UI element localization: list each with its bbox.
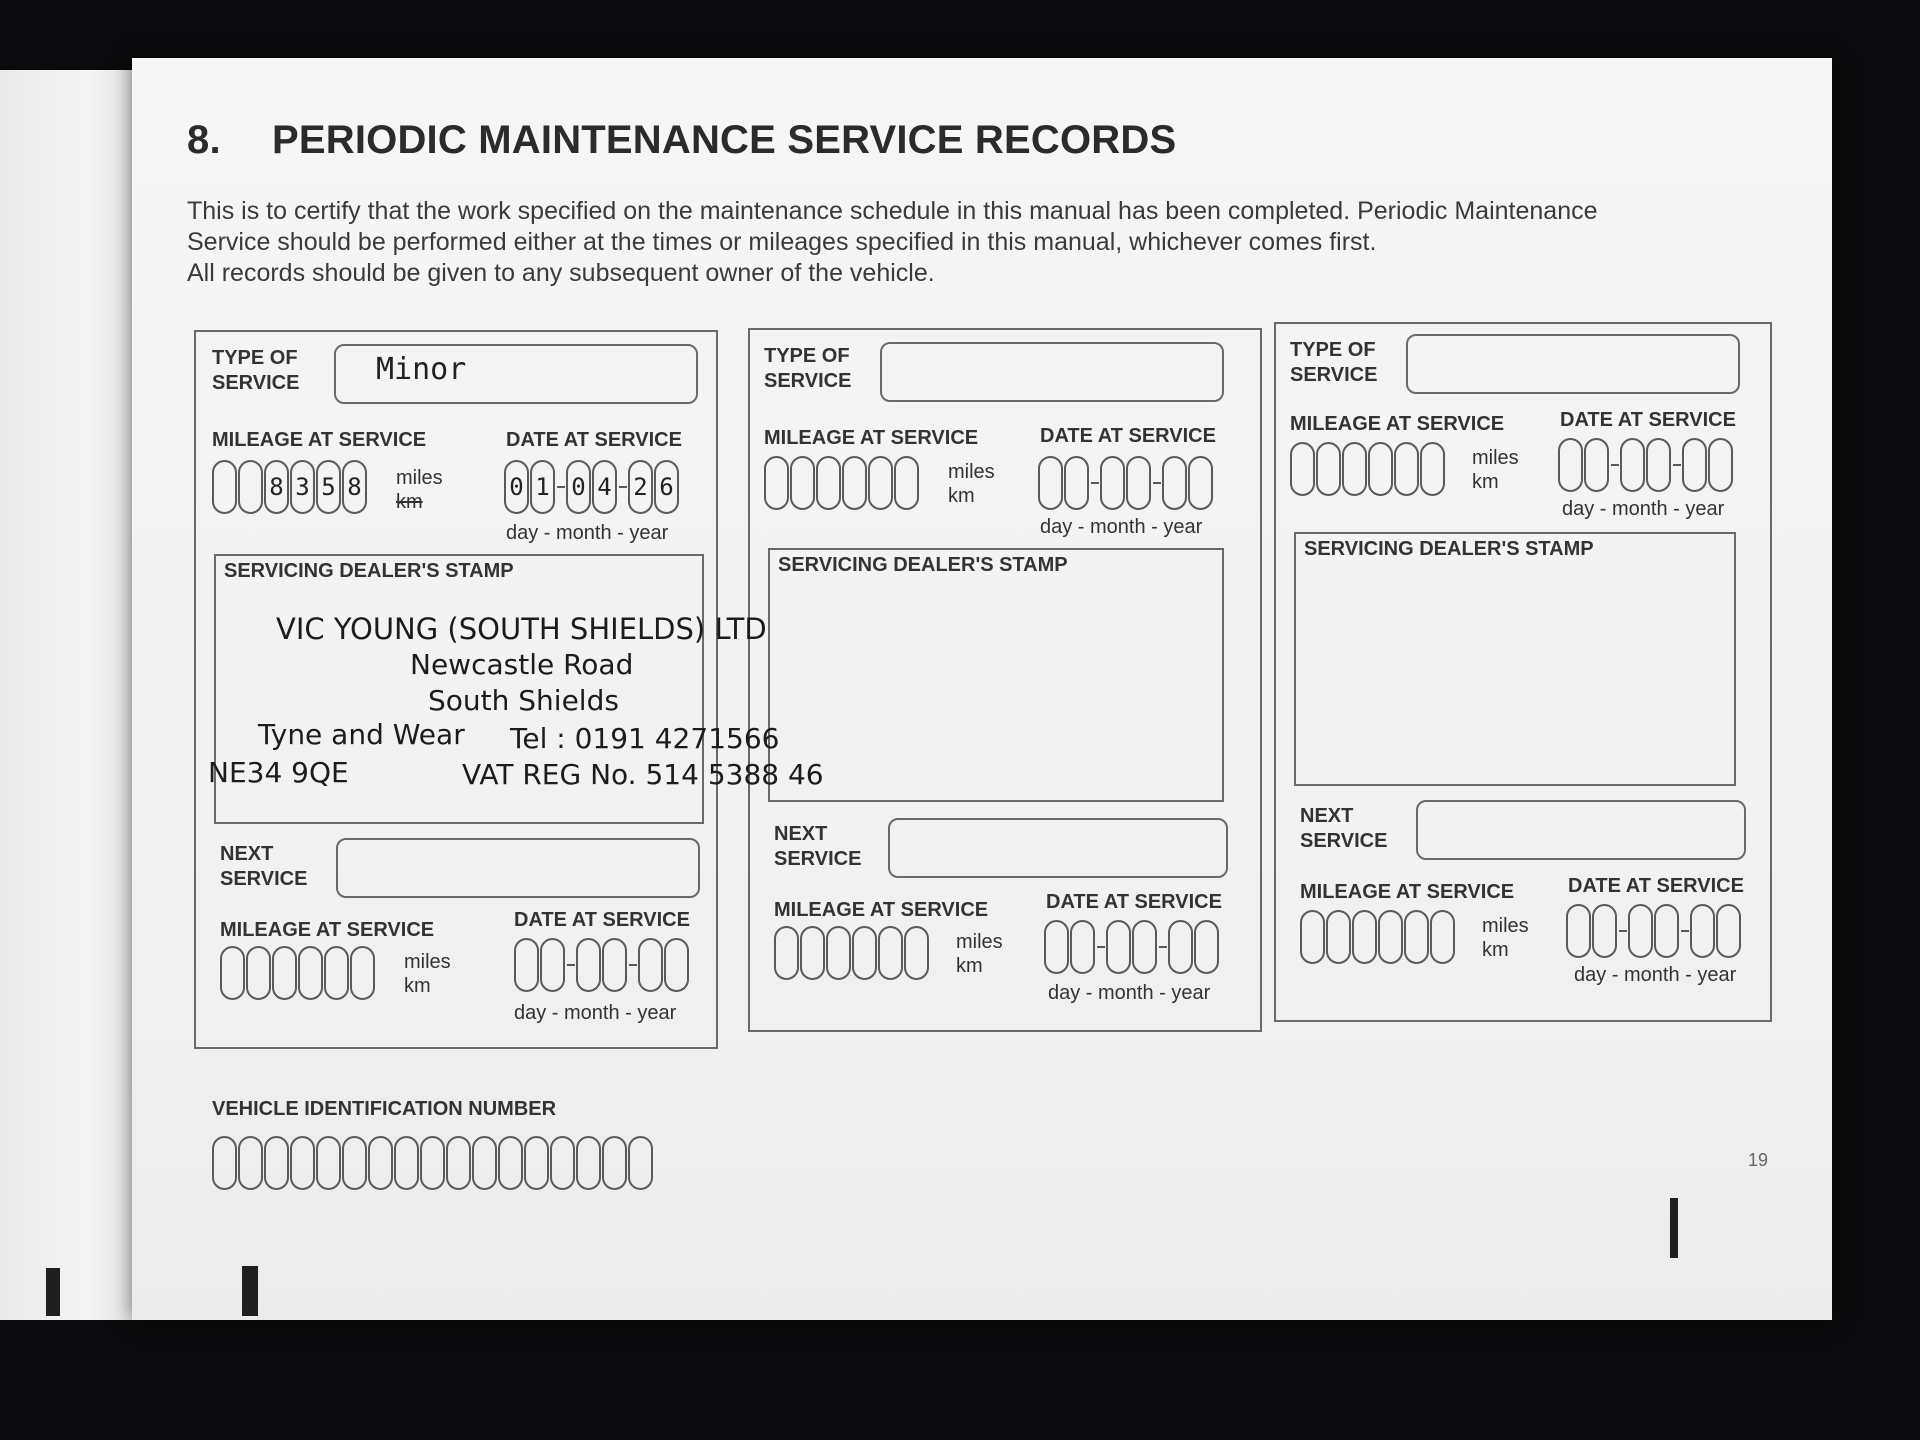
mileage-digit-boxes	[764, 456, 920, 510]
digit-box[interactable]	[576, 938, 601, 992]
digit-box[interactable]	[894, 456, 919, 510]
digit-box[interactable]	[1044, 920, 1069, 974]
date-separator	[1673, 464, 1681, 466]
digit-box[interactable]	[1682, 438, 1707, 492]
next-mileage-digit-boxes	[1300, 910, 1456, 964]
digit-box[interactable]: 1	[530, 460, 555, 514]
date-separator	[619, 486, 627, 488]
date-format-caption: day - month - year	[1040, 516, 1203, 538]
mileage-at-service-label: MILEAGE AT SERVICE	[212, 429, 427, 451]
next-mileage-at-service-label: MILEAGE AT SERVICE	[220, 919, 435, 941]
digit-box[interactable]	[1628, 904, 1653, 958]
mileage-digit-boxes	[1290, 442, 1446, 496]
date-separator	[1097, 946, 1105, 948]
intro-line: This is to certify that the work specified on the maintenance schedule in this manual has been completed. Periodic Maintenance	[187, 197, 1598, 225]
digit-box[interactable]	[1654, 904, 1679, 958]
digit-box[interactable]	[1290, 442, 1315, 496]
stamp-telephone: Tel : 0191 4271566	[510, 722, 780, 755]
date-digit-boxes	[1558, 438, 1734, 492]
digit-box[interactable]	[628, 1136, 653, 1190]
km-label-struck: km	[396, 491, 423, 513]
digit-box[interactable]	[1064, 456, 1089, 510]
type-of-service-field[interactable]	[1406, 334, 1740, 394]
stamp-county: Tyne and Wear	[258, 718, 465, 751]
intro-line: All records should be given to any subsequent owner of the vehicle.	[187, 259, 935, 287]
digit-box[interactable]	[1316, 442, 1341, 496]
digit-box[interactable]	[1352, 910, 1377, 964]
section-number: 8.	[187, 118, 221, 162]
digit-box[interactable]	[1132, 920, 1157, 974]
digit-box[interactable]	[1378, 910, 1403, 964]
digit-box[interactable]	[1646, 438, 1671, 492]
mileage-at-service-label: MILEAGE AT SERVICE	[1290, 413, 1505, 435]
digit-box[interactable]	[514, 938, 539, 992]
next-date-digit-boxes	[1044, 920, 1220, 974]
digit-box[interactable]	[842, 456, 867, 510]
mileage-digit-boxes	[212, 460, 368, 514]
digit-box[interactable]: 0	[566, 460, 591, 514]
digit-box[interactable]: 3	[290, 460, 315, 514]
next-date-at-service-label: DATE AT SERVICE	[1046, 891, 1222, 913]
next-date-digit-boxes	[1566, 904, 1742, 958]
dealer-stamp-label: SERVICING DEALER'S STAMP	[778, 554, 1068, 576]
date-separator	[557, 486, 565, 488]
digit-box[interactable]	[1342, 442, 1367, 496]
page-number: 19	[1748, 1150, 1769, 1170]
digit-box[interactable]: 4	[592, 460, 617, 514]
next-mileage-digit-boxes	[774, 926, 930, 980]
next-date-digit-boxes	[514, 938, 690, 992]
digit-box[interactable]	[264, 1136, 289, 1190]
digit-box[interactable]	[1100, 456, 1125, 510]
dealer-stamp-box	[1294, 532, 1736, 786]
digit-box[interactable]: 8	[264, 460, 289, 514]
next-date-at-service-label: DATE AT SERVICE	[1568, 875, 1744, 897]
next-service-label: NEXT SERVICE	[774, 823, 862, 870]
type-of-service-label: TYPE OF SERVICE	[764, 345, 852, 392]
date-format-caption: day - month - year	[1562, 498, 1725, 520]
digit-box[interactable]	[1716, 904, 1741, 958]
digit-box[interactable]	[1326, 910, 1351, 964]
digit-box[interactable]	[826, 926, 851, 980]
type-of-service-value: Minor	[376, 352, 467, 387]
digit-box[interactable]	[664, 938, 689, 992]
digit-box[interactable]	[298, 946, 323, 1000]
digit-box[interactable]	[350, 946, 375, 1000]
digit-box[interactable]	[498, 1136, 523, 1190]
digit-box[interactable]	[1194, 920, 1219, 974]
digit-box[interactable]	[1430, 910, 1455, 964]
digit-box[interactable]	[238, 1136, 263, 1190]
digit-box[interactable]	[1708, 438, 1733, 492]
digit-box[interactable]	[602, 938, 627, 992]
digit-box[interactable]	[540, 938, 565, 992]
digit-box[interactable]	[774, 926, 799, 980]
date-separator	[567, 964, 575, 966]
date-separator	[1611, 464, 1619, 466]
digit-box[interactable]	[212, 460, 237, 514]
next-service-label: NEXT SERVICE	[1300, 805, 1388, 852]
digit-box[interactable]	[904, 926, 929, 980]
digit-box[interactable]: 0	[504, 460, 529, 514]
page-tab-mark	[46, 1268, 60, 1316]
digit-box[interactable]: 8	[342, 460, 367, 514]
date-format-caption: day - month - year	[506, 522, 669, 544]
digit-box[interactable]	[852, 926, 877, 980]
digit-box[interactable]	[368, 1136, 393, 1190]
type-of-service-label: TYPE OF SERVICE	[1290, 339, 1378, 386]
digit-box[interactable]	[246, 946, 271, 1000]
mileage-at-service-label: MILEAGE AT SERVICE	[764, 427, 979, 449]
intro-paragraph	[187, 196, 1787, 289]
digit-box[interactable]	[1106, 920, 1131, 974]
date-digit-boxes	[504, 460, 680, 514]
digit-box[interactable]	[420, 1136, 445, 1190]
digit-box[interactable]	[1038, 456, 1063, 510]
service-record-card-2	[748, 328, 1262, 1032]
date-at-service-label: DATE AT SERVICE	[506, 429, 682, 451]
intro-line: Service should be performed either at the times or mileages specified in this manual, whichever comes first.	[187, 228, 1377, 256]
digit-box[interactable]: 2	[628, 460, 653, 514]
date-separator	[1619, 930, 1627, 932]
digit-box[interactable]	[816, 456, 841, 510]
digit-box[interactable]	[550, 1136, 575, 1190]
page-title	[187, 118, 1176, 163]
digit-box[interactable]	[446, 1136, 471, 1190]
digit-box[interactable]	[238, 460, 263, 514]
date-separator	[1153, 482, 1161, 484]
digit-box[interactable]	[1584, 438, 1609, 492]
next-mileage-at-service-label: MILEAGE AT SERVICE	[774, 899, 989, 921]
date-format-caption: day - month - year	[1048, 982, 1211, 1004]
digit-box[interactable]	[524, 1136, 549, 1190]
next-service-field[interactable]	[336, 838, 700, 898]
next-mileage-at-service-label: MILEAGE AT SERVICE	[1300, 881, 1515, 903]
digit-box[interactable]	[790, 456, 815, 510]
digit-box[interactable]	[1126, 456, 1151, 510]
digit-box[interactable]	[878, 926, 903, 980]
digit-box[interactable]	[638, 938, 663, 992]
distance-unit-label: miles km	[956, 931, 1003, 977]
date-separator	[1159, 946, 1167, 948]
date-separator	[629, 964, 637, 966]
dealer-stamp-box	[768, 548, 1224, 802]
digit-box[interactable]	[290, 1136, 315, 1190]
digit-box[interactable]	[212, 1136, 237, 1190]
next-service-label: NEXT SERVICE	[220, 843, 308, 890]
distance-unit-label: miles km	[404, 951, 451, 997]
date-separator	[1681, 930, 1689, 932]
digit-box[interactable]	[1404, 910, 1429, 964]
digit-box[interactable]	[472, 1136, 497, 1190]
digit-box[interactable]	[1394, 442, 1419, 496]
digit-box[interactable]	[1558, 438, 1583, 492]
dealer-stamp-label: SERVICING DEALER'S STAMP	[224, 560, 514, 582]
digit-box[interactable]	[1368, 442, 1393, 496]
date-format-caption: day - month - year	[514, 1002, 677, 1024]
page-tab-mark	[242, 1266, 258, 1316]
digit-box[interactable]	[1690, 904, 1715, 958]
type-of-service-field[interactable]	[880, 342, 1224, 402]
distance-unit-label	[396, 466, 443, 514]
digit-box[interactable]	[602, 1136, 627, 1190]
next-mileage-digit-boxes	[220, 946, 376, 1000]
date-at-service-label: DATE AT SERVICE	[1560, 409, 1736, 431]
distance-unit-label: miles km	[948, 461, 995, 507]
digit-box[interactable]	[220, 946, 245, 1000]
digit-box[interactable]	[800, 926, 825, 980]
digit-box[interactable]	[324, 946, 349, 1000]
date-separator	[1091, 482, 1099, 484]
stamp-street: Newcastle Road	[410, 648, 634, 681]
stamp-town: South Shields	[428, 684, 619, 717]
facing-page	[0, 70, 150, 1320]
digit-box[interactable]	[1300, 910, 1325, 964]
digit-box[interactable]	[1566, 904, 1591, 958]
digit-box[interactable]	[1420, 442, 1445, 496]
date-digit-boxes	[1038, 456, 1214, 510]
digit-box[interactable]	[1168, 920, 1193, 974]
stamp-dealer-name: VIC YOUNG (SOUTH SHIELDS) LTD	[276, 612, 767, 646]
next-service-field[interactable]	[1416, 800, 1746, 860]
type-of-service-label: TYPE OF SERVICE	[212, 347, 300, 394]
digit-box[interactable]	[342, 1136, 367, 1190]
stamp-vat-number: VAT REG No. 514 5388 46	[462, 758, 824, 791]
distance-unit-label: miles km	[1472, 447, 1519, 493]
digit-box[interactable]	[394, 1136, 419, 1190]
page-tab-mark	[1670, 1198, 1678, 1258]
vin-label: VEHICLE IDENTIFICATION NUMBER	[212, 1098, 557, 1120]
digit-box[interactable]	[1620, 438, 1645, 492]
service-record-card-3	[1274, 322, 1772, 1022]
date-at-service-label: DATE AT SERVICE	[1040, 425, 1216, 447]
next-service-field[interactable]	[888, 818, 1228, 878]
section-title: PERIODIC MAINTENANCE SERVICE RECORDS	[272, 118, 1177, 162]
vin-digit-boxes	[212, 1136, 654, 1190]
miles-label: miles	[396, 467, 443, 489]
distance-unit-label: miles km	[1482, 915, 1529, 961]
dealer-stamp-label: SERVICING DEALER'S STAMP	[1304, 538, 1594, 560]
next-date-at-service-label: DATE AT SERVICE	[514, 909, 690, 931]
digit-box[interactable]	[868, 456, 893, 510]
digit-box[interactable]: 6	[654, 460, 679, 514]
digit-box[interactable]	[576, 1136, 601, 1190]
digit-box[interactable]	[764, 456, 789, 510]
digit-box[interactable]	[316, 1136, 341, 1190]
digit-box[interactable]	[1162, 456, 1187, 510]
digit-box[interactable]	[1592, 904, 1617, 958]
digit-box[interactable]	[1188, 456, 1213, 510]
date-format-caption: day - month - year	[1574, 964, 1737, 986]
service-record-page	[132, 58, 1832, 1320]
digit-box[interactable]: 5	[316, 460, 341, 514]
digit-box[interactable]	[1070, 920, 1095, 974]
digit-box[interactable]	[272, 946, 297, 1000]
stamp-postcode: NE34 9QE	[208, 756, 349, 789]
